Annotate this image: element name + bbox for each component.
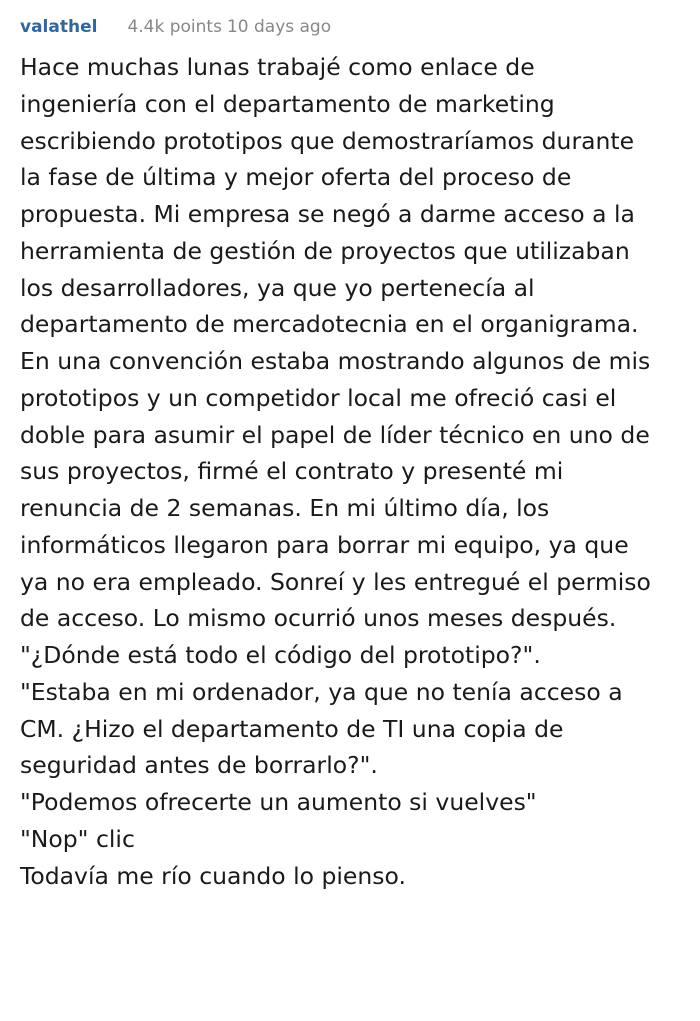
- comment-line: En una convención estaba mostrando algunos de mis: [20, 347, 651, 375]
- comment-line: seguridad antes de borrarlo?".: [20, 751, 378, 780]
- comment-line: renuncia de 2 semanas. En mi último día, los: [20, 494, 550, 522]
- comment-author-link[interactable]: valathel: [20, 17, 98, 37]
- comment-line: prototipos y un competidor local me ofreció casi el: [20, 383, 617, 412]
- comment-line: "¿Dónde está todo el código del prototipo?".: [20, 641, 541, 669]
- comment-line: ingeniería con el departamento de marketing: [20, 89, 555, 118]
- comment-line: herramienta de gestión de proyectos que utilizaban: [20, 236, 630, 265]
- comment-line: de acceso. Lo mismo ocurrió unos meses después.: [20, 604, 617, 633]
- comment-line: la fase de última y mejor oferta del proceso de: [20, 163, 572, 192]
- comment-line: Hace muchas lunas trabajé como enlace de: [20, 53, 535, 81]
- comment-line: escribiendo prototipos que demostraríamos durante: [20, 126, 635, 155]
- comment-line: Todavía me río cuando lo pienso.: [20, 861, 406, 890]
- comment-line: "Podemos ofrecerte un aumento si vuelves": [20, 788, 537, 816]
- comment-body: [20, 49, 695, 894]
- comment-line: ya no era empleado. Sonreí y les entregué el permiso: [20, 567, 651, 596]
- comment-line: "Estaba en mi ordenador, ya que no tenía acceso a: [20, 677, 623, 706]
- comment-line: propuesta. Mi empresa se negó a darme acceso a la: [20, 200, 635, 228]
- comment-line: departamento de mercadotecnia en el organigrama.: [20, 310, 639, 339]
- comment-line: sus proyectos, firmé el contrato y presenté mi: [20, 457, 564, 486]
- comment-score: 4.4k points: [127, 17, 222, 37]
- comment-timestamp: 10 days ago: [226, 17, 332, 37]
- comment-line: CM. ¿Hizo el departamento de TI una copia de: [20, 714, 564, 743]
- comment-line: doble para asumir el papel de líder técnico en uno de: [20, 420, 650, 449]
- comment-line: "Nop" clic: [20, 824, 135, 853]
- comment-line: informáticos llegaron para borrar mi equipo, ya que: [20, 530, 629, 559]
- comment-line: los desarrolladores, ya que yo pertenecía al: [20, 273, 535, 302]
- comment-meta: [20, 15, 331, 39]
